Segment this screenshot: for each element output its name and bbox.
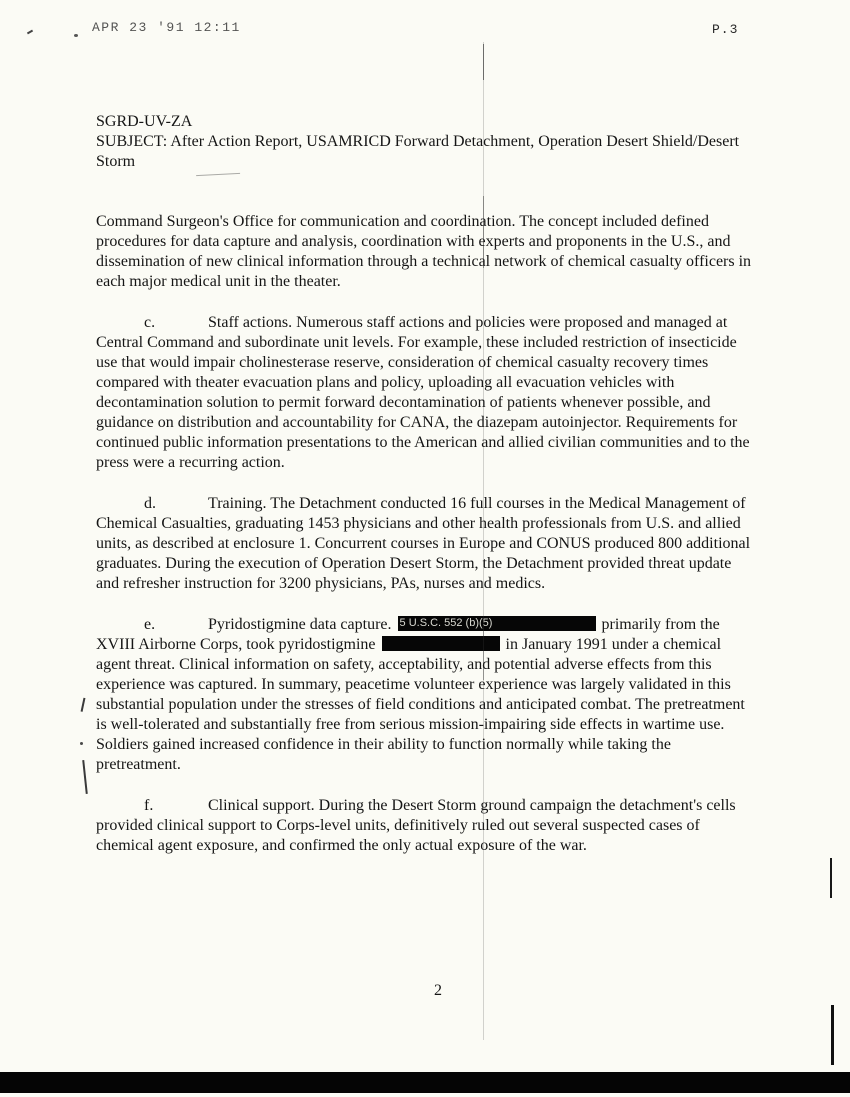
paragraph-intro: Command Surgeon's Office for communication and coordination. The concept included defined procedures for data capture and analysis, coordination with experts and proponents in the U.S., and dissemination of new clinical information through a technical network of chemical casualty officers in each major medical unit in the theater. (96, 213, 752, 290)
paragraph-c-marker: c. (144, 314, 156, 331)
scan-edge-mark (831, 1005, 834, 1065)
paragraph-f (96, 796, 758, 856)
scan-speck (74, 34, 78, 37)
margin-handwriting-mark (82, 760, 88, 794)
redaction-box-1 (398, 616, 596, 631)
scan-fold-line-segment (483, 196, 484, 268)
fax-page-label: P.3 (712, 22, 739, 37)
page-number: 2 (434, 982, 442, 999)
subject-line: SUBJECT: After Action Report, USAMRICD Forward Detachment, Operation Desert Shield/Desert Storm (96, 133, 740, 170)
paragraph-d-marker: d. (144, 495, 156, 512)
redaction-exemption-label: 5 U.S.C. 552 (b)(5) (399, 617, 493, 629)
paragraph-d-text: Training. The Detachment conducted 16 full courses in the Medical Management of Chemical Casualties, graduating 1453 physicians and other health professionals from U.S. and allied units, as described at enclosure 1. Concurrent courses in Europe and CONUS produced 800 additional graduates. During the execution of Operation Desert Storm, the Detachment provided threat update and refresher instruction for 3200 physicians, PAs, nurses and medics. (96, 495, 751, 592)
paragraph-e-text-before: Pyridostigmine data capture. (208, 616, 396, 633)
paragraph-c (96, 313, 758, 473)
paragraph-f-marker: f. (144, 797, 154, 814)
paragraph-e-text-after: in January 1991 under a chemical agent threat. Clinical information on safety, acceptability, and potential adverse effects from this experience was captured. In summary, peacetime volunteer experience was largely validated in this substantial population under the stresses of field conditions and anticipated combat. The pretreatment is well-tolerated and substantially free from serious mission-impairing side effects in wartime use. Soldiers gained increased confidence in their ability to function normally while taking the pretreatment. (96, 636, 745, 773)
paragraph-f-text: Clinical support. During the Desert Storm ground campaign the detachment's cells provided clinical support to Corps-level units, definitively ruled out several suspected cases of chemical agent exposure, and confirmed the only actual exposure of the war. (96, 797, 736, 854)
fax-timestamp: APR 23 '91 12:11 (92, 20, 241, 35)
scan-fold-line (483, 42, 484, 1040)
scan-edge-mark (830, 858, 832, 898)
paragraph-e-marker: e. (144, 616, 156, 633)
document-body (96, 112, 758, 877)
paragraph-e (96, 615, 758, 775)
margin-handwriting-mark (81, 698, 88, 713)
margin-handwriting-mark (80, 742, 83, 745)
paragraph-d (96, 494, 758, 594)
scan-speck (27, 30, 33, 35)
redaction-box-2 (382, 636, 500, 651)
scan-fold-line-segment (483, 620, 484, 680)
scan-bottom-black-bar (0, 1072, 850, 1093)
scan-fold-line-segment (483, 44, 484, 80)
paragraph-e-text-between: primarily from the XVIII Airborne Corps, took pyridostigmine (96, 616, 720, 653)
office-symbol: SGRD-UV-ZA (96, 113, 193, 130)
paragraph-c-text: Staff actions. Numerous staff actions and policies were proposed and managed at Central Command and subordinate unit levels. For example, these included restriction of insecticide use that would impair cholinesterase reserve, consideration of chemical casualty recovery times compared with theater evacuation plans and policy, uploading all evacuation vehicles with decontamination solution to permit forward decontamination of patients whenever possible, and guidance on distribution and accountability for CANA, the diazepam autoinjector. Requirements for continued public information presentations to the American and allied civilian communities and to the press were a recurring action. (96, 314, 750, 471)
